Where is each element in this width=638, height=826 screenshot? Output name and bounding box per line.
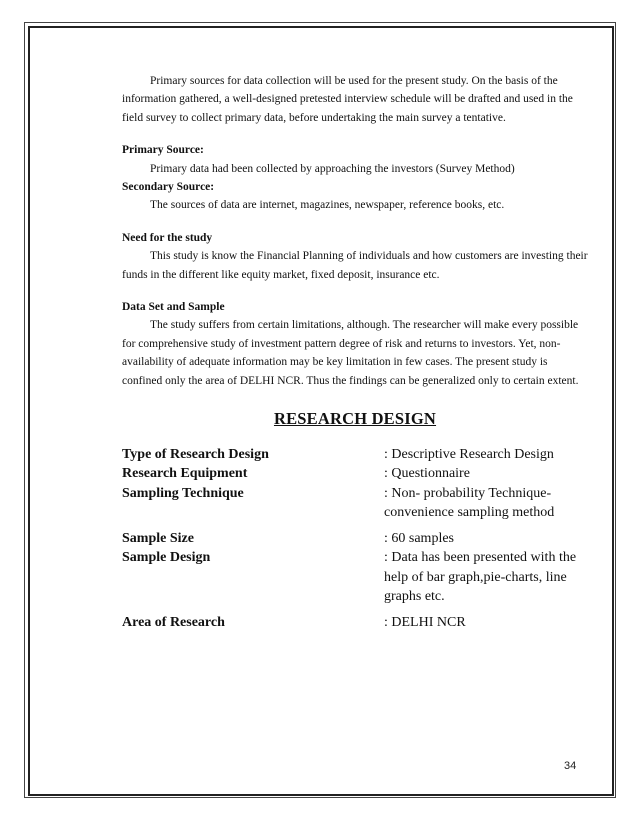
primary-source-text: Primary data had been collected by approaching the investors (Survey Method): [150, 162, 515, 175]
table-row: [122, 484, 588, 523]
rd-label: Area of Research: [122, 614, 225, 630]
table-row: [122, 548, 588, 607]
rd-value: : Data has been presented with the help of bar graph,pie-charts, line graphs etc.: [384, 550, 577, 604]
rd-value: : Questionnaire: [384, 466, 470, 481]
rd-label: Type of Research Design: [122, 446, 269, 462]
need-section: [122, 229, 588, 284]
page-content: [122, 72, 588, 632]
dataset-text: The study suffers from certain limitations, although. The researcher will make every possible for comprehensive study of investment pattern degree of risk and returns to investors. Yet, non-availability of adequate information may be key limitation in few cases. The present study is confined only the area of DELHI NCR. Thus the findings can be generalized only to certain extent.: [122, 319, 579, 387]
table-row: [122, 445, 588, 465]
rd-value: : Non- probability Technique-convenience sampling method: [384, 485, 555, 520]
rd-value: : Descriptive Research Design: [384, 446, 554, 462]
secondary-source-text: The sources of data are internet, magazines, newspaper, reference books, etc.: [150, 199, 505, 212]
intro-paragraph: Primary sources for data collection will be used for the present study. On the basis of the information gathered, a well-designed pretested interview schedule will be drafted and used in the field survey to collect primary data, before undertaking the main survey a tentative.: [122, 75, 573, 124]
table-row: [122, 613, 588, 633]
rd-label: Sample Size: [122, 530, 194, 546]
rd-value: : DELHI NCR: [384, 614, 466, 630]
table-row: [122, 464, 588, 484]
rd-label: Research Equipment: [122, 466, 248, 481]
dataset-heading: Data Set and Sample: [122, 301, 225, 314]
table-row: [122, 529, 588, 549]
rd-label: Sample Design: [122, 550, 211, 565]
primary-source-heading: Primary Source:: [122, 144, 204, 157]
primary-source-section: [122, 141, 588, 215]
rd-label: Sampling Technique: [122, 485, 244, 501]
need-heading: Need for the study: [122, 231, 213, 244]
research-design-table: [122, 445, 588, 633]
secondary-source-heading: Secondary Source:: [122, 181, 215, 194]
need-text: This study is know the Financial Planning of individuals and how customers are investing their funds in the different like equity market, fixed deposit, insurance etc.: [122, 250, 588, 281]
dataset-section: [122, 298, 588, 390]
rd-value: : 60 samples: [384, 530, 454, 546]
research-design-title: RESEARCH DESIGN: [273, 409, 437, 429]
page-number: 34: [564, 760, 577, 772]
